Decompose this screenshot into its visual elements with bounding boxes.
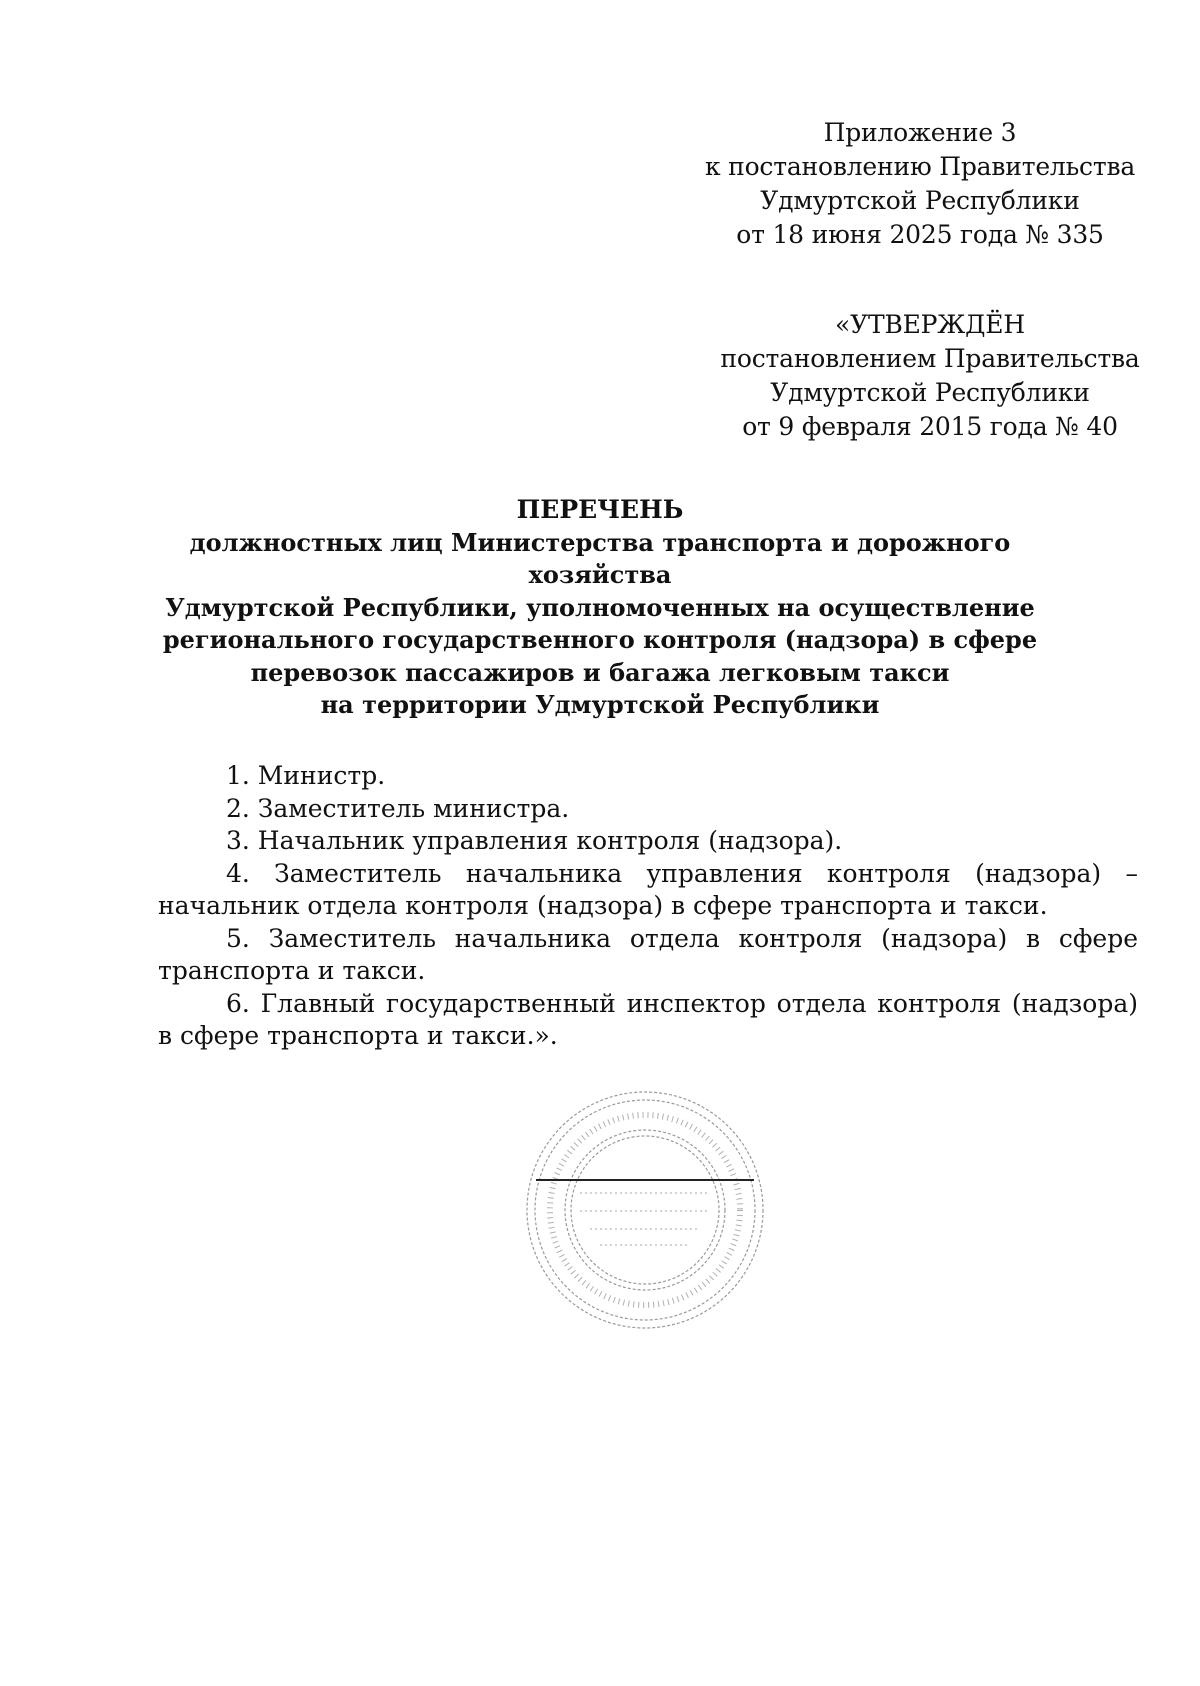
list-item: 4. Заместитель начальника управления контроля (надзора) – начальник отдела контроля (надзора) в сфере транспорта и такси.: [158, 858, 1138, 920]
appendix-line: Приложение 3: [823, 118, 1017, 147]
approval-line: Удмуртской Республики: [770, 378, 1090, 407]
list-item: 3. Начальник управления контроля (надзора).: [226, 826, 843, 855]
positions-list: [158, 760, 1138, 1053]
list-item: 5. Заместитель начальника отдела контроля (надзора) в сфере транспорта и такси.: [158, 923, 1138, 985]
title-line: на территории Удмуртской Республики: [320, 690, 880, 719]
list-item: 6. Главный государственный инспектор отдела контроля (надзора) в сфере транспорта и такси.».: [158, 988, 1138, 1050]
title-line: Удмуртской Республики, уполномоченных на осуществление: [165, 592, 1035, 622]
approval-block: [720, 308, 1140, 444]
list-item: 2. Заместитель министра.: [226, 793, 570, 823]
seal-stamp-icon: [520, 1085, 770, 1335]
appendix-line: Удмуртской Республики: [760, 186, 1080, 215]
approval-line: от 9 февраля 2015 года № 40: [742, 412, 1118, 441]
title-line: должностных лиц Министерства транспорта и дорожного хозяйства: [189, 527, 1011, 589]
signature-line: [536, 1179, 754, 1181]
appendix-line: к постановлению Правительства: [704, 152, 1136, 181]
list-item: 1. Министр.: [226, 761, 386, 790]
title-line: регионального государственного контроля (надзора) в сфере: [162, 625, 1038, 654]
approval-line: постановлением Правительства: [720, 344, 1140, 373]
title-line: перевозок пассажиров и багажа легковым такси: [250, 657, 950, 687]
document-title: [140, 494, 1060, 722]
appendix-reference: [700, 116, 1140, 252]
title-heading: ПЕРЕЧЕНЬ: [516, 495, 684, 524]
appendix-line: от 18 июня 2025 года № 335: [736, 220, 1104, 249]
approval-line: «УТВЕРЖДЁН: [835, 310, 1025, 339]
